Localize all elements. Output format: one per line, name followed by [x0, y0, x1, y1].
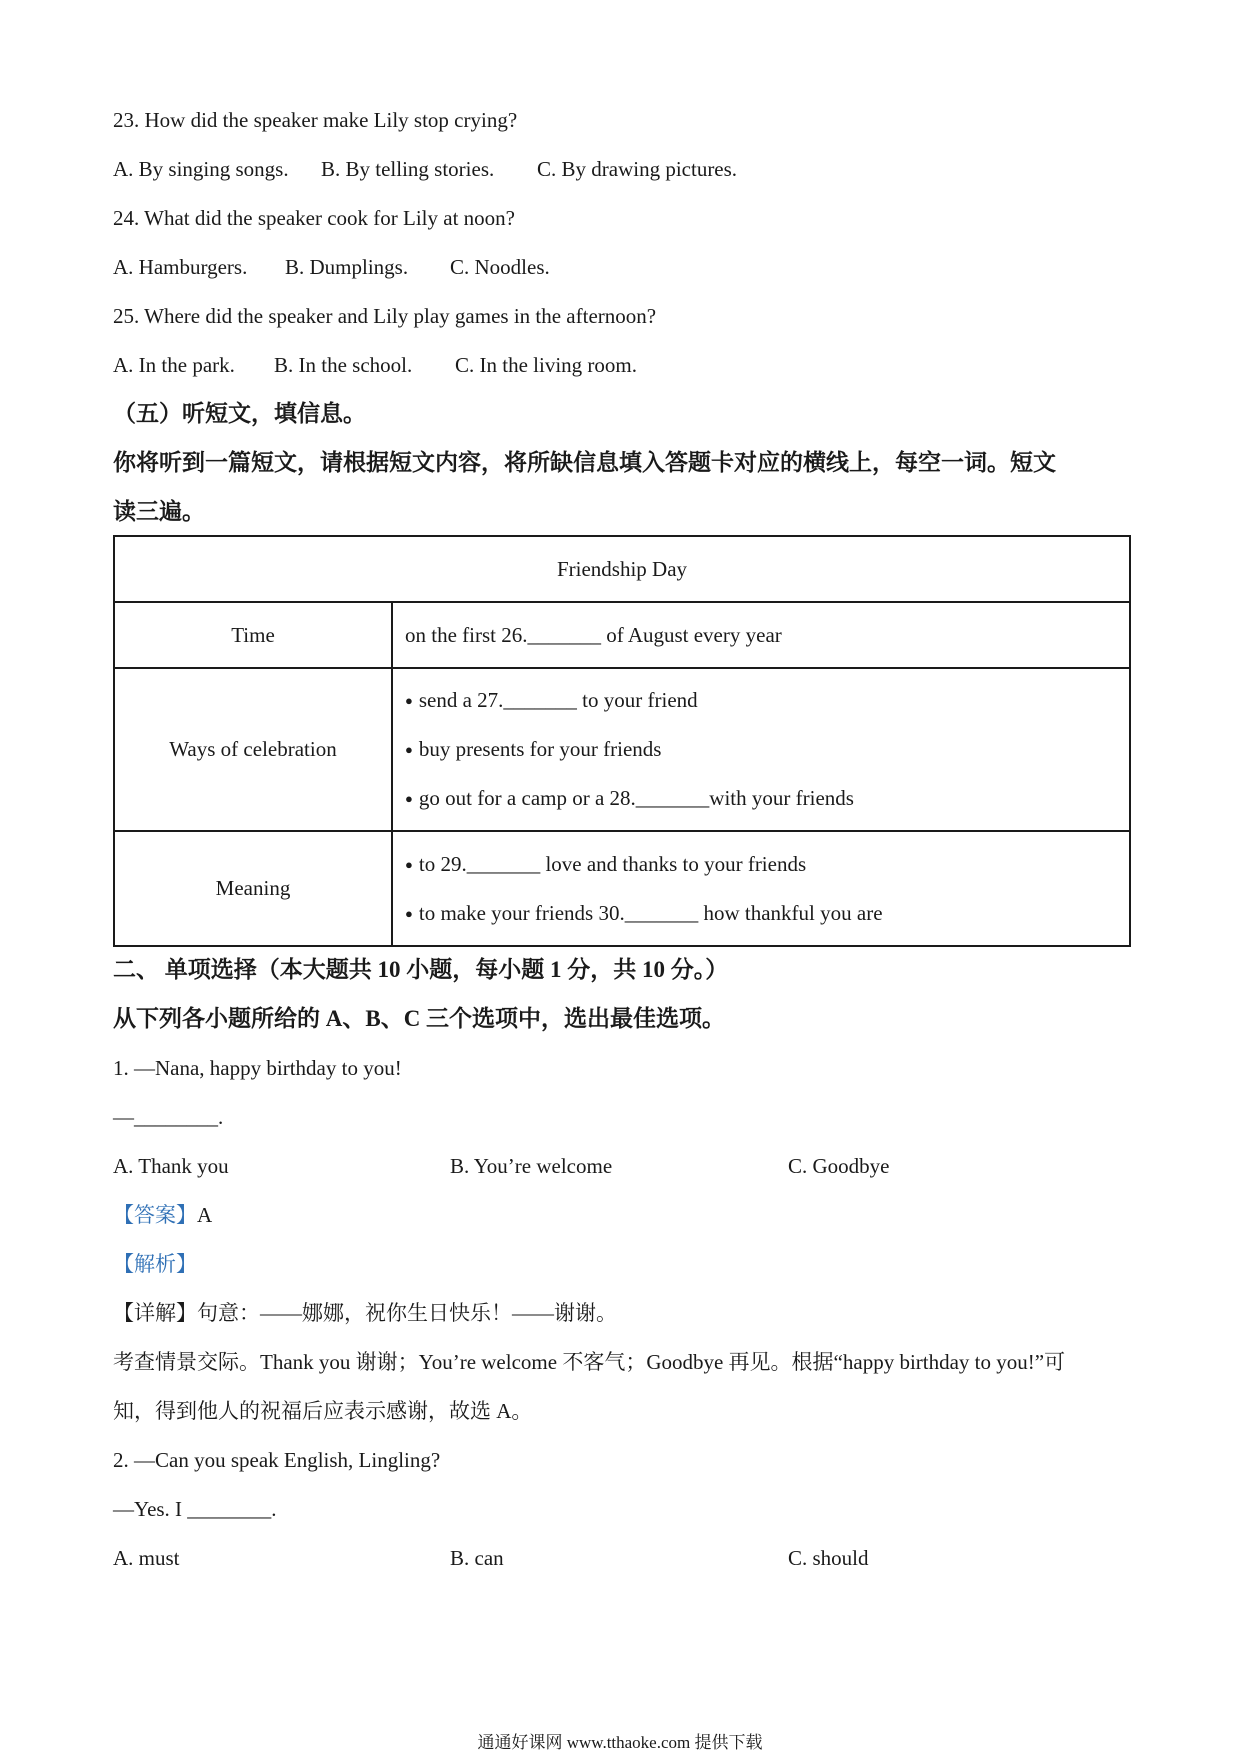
option-b: B. Dumplings. [285, 255, 409, 279]
question-1-stem: 1. —Nana, happy birthday to you! [113, 1056, 402, 1080]
option-a: A. Thank you [113, 1154, 229, 1178]
question-1-reply: —________. [113, 1105, 224, 1129]
option-c: C. Noodles. [450, 255, 550, 279]
question-23-options [113, 155, 737, 183]
option-a: A. By singing songs. [113, 157, 289, 181]
option-c: C. should [788, 1546, 869, 1570]
row-label-ways: Ways of celebration [114, 668, 392, 831]
option-c: C. By drawing pictures. [537, 157, 738, 181]
question-24-options [113, 253, 550, 281]
time-line: on the first 26._______ of August every year [405, 622, 782, 647]
question-2-reply: —Yes. I ________. [113, 1497, 277, 1521]
question-24-stem: 24. What did the speaker cook for Lily at noon? [113, 206, 515, 230]
option-c: C. Goodbye [788, 1154, 890, 1178]
option-b: B. You’re welcome [450, 1154, 613, 1178]
page-footer: 通通好课网 www.tthaoke.com 提供下载 [477, 1733, 763, 1752]
option-b: B. By telling stories. [321, 157, 495, 181]
question-23-stem: 23. How did the speaker make Lily stop crying? [113, 108, 518, 132]
answer-row [113, 1201, 212, 1229]
row-label-meaning: Meaning [114, 831, 392, 946]
row-content-meaning [392, 831, 1130, 946]
part-2-heading: 二、 单项选择（本大题共 10 小题，每小题 1 分，共 10 分。） [113, 957, 729, 982]
ways-line-1: ● send a 27._______ to your friend [405, 676, 1117, 725]
row-label-time: Time [114, 602, 392, 668]
answer-label: 【答案】 [113, 1203, 197, 1227]
option-a: A. must [113, 1546, 180, 1570]
friendship-day-table [113, 535, 1131, 947]
detail-line: 【详解】句意：——娜娜，祝你生日快乐！——谢谢。 [113, 1301, 617, 1325]
question-2-options [113, 1544, 869, 1572]
explanation-line-1: 考查情景交际。Thank you 谢谢；You’re welcome 不客气；Goodbye 再见。根据“happy birthday to you!”可 [113, 1350, 1066, 1374]
ways-line-2: ● buy presents for your friends [405, 725, 1117, 774]
option-a: A. In the park. [113, 353, 235, 377]
meaning-line-1: ● to 29._______ love and thanks to your friends [405, 840, 1117, 889]
option-a: A. Hamburgers. [113, 255, 248, 279]
table-title: Friendship Day [114, 536, 1130, 602]
explanation-line-2: 知，得到他人的祝福后应表示感谢，故选 A。 [113, 1399, 533, 1423]
part-2-instruction: 从下列各小题所给的 A、B、C 三个选项中，选出最佳选项。 [113, 1006, 726, 1031]
question-2-stem: 2. —Can you speak English, Lingling? [113, 1448, 441, 1472]
section-5-instruction: 你将听到一篇短文，请根据短文内容，将所缺信息填入答题卡对应的横线上，每空一词。短文 [113, 450, 1056, 475]
answer-value: A [197, 1203, 213, 1227]
section-5-heading: （五）听短文，填信息。 [113, 401, 366, 426]
option-c: C. In the living room. [455, 353, 637, 377]
ways-line-3: ● go out for a camp or a 28._______with your friends [405, 774, 1117, 823]
question-1-options [113, 1152, 890, 1180]
option-b: B. can [450, 1546, 504, 1570]
meaning-line-2: ● to make your friends 30._______ how thankful you are [405, 889, 1117, 938]
question-25-options [113, 351, 637, 379]
row-content-time [392, 602, 1130, 668]
question-25-stem: 25. Where did the speaker and Lily play games in the afternoon? [113, 304, 657, 328]
row-content-ways [392, 668, 1130, 831]
section-5-instruction-cont: 读三遍。 [113, 499, 205, 524]
analysis-label: 【解析】 [113, 1252, 197, 1276]
option-b: B. In the school. [274, 353, 413, 377]
